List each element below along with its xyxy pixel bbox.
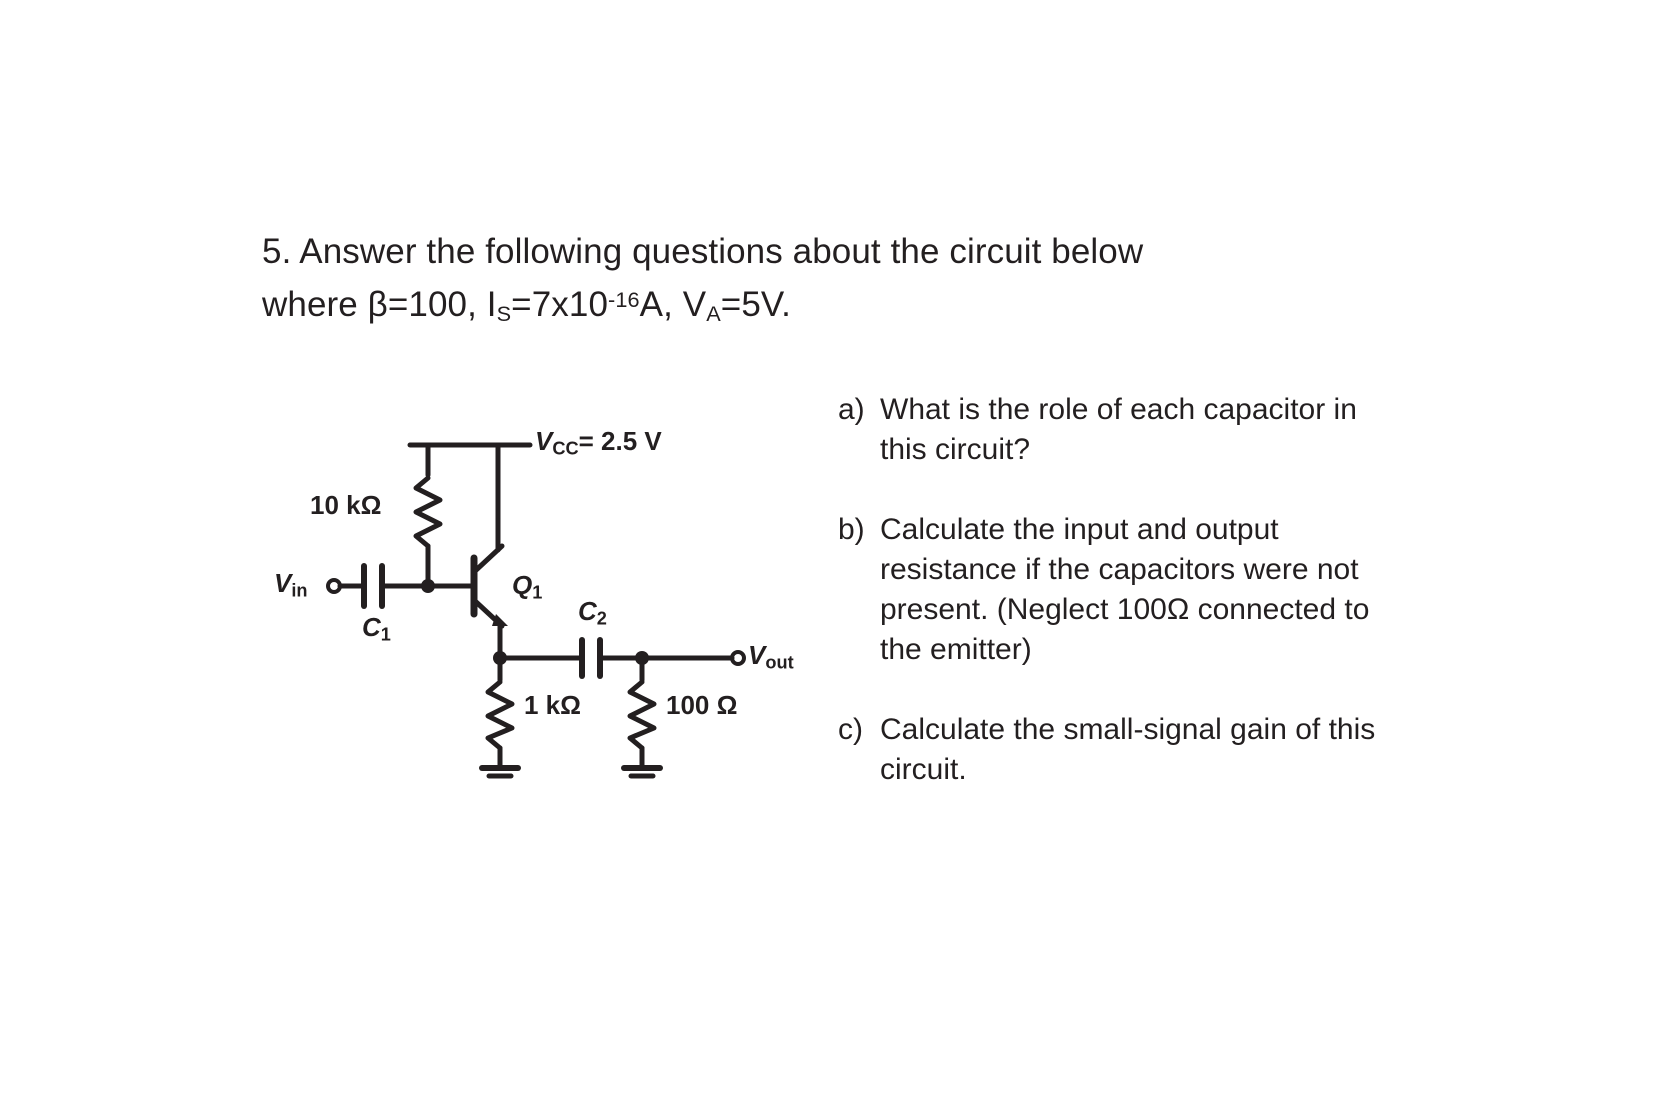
question-line-2-mid2: A, V <box>639 285 707 325</box>
cap2-label: $C_2$ <box>578 596 607 629</box>
part-text-c: Calculate the small-signal gain of this circuit. <box>880 713 1376 786</box>
cap1-label: $C_1$ <box>362 612 391 645</box>
part-text-b: Calculate the input and output resistance if the capacitors were not present. (Neglect 100Ω connected to the emitter) <box>880 513 1370 666</box>
input-label: $V_{in}$ <box>274 568 308 601</box>
part-marker-b: b) <box>838 513 865 546</box>
emitter-resistor-label: 1 kΩ <box>524 690 581 720</box>
load-resistor-symbol <box>630 682 654 748</box>
collector-resistor-label: 10 kΩ <box>310 490 382 520</box>
question-va-subscript: A <box>706 300 721 326</box>
question-number: 5. <box>262 232 292 271</box>
supply-label: $V_{CC}= 2.5$ V <box>535 426 662 459</box>
load-resistor-label: 100 Ω <box>666 690 738 720</box>
output-label: $V_{out}$ <box>748 640 794 673</box>
part-text-a: What is the role of each capacitor in this circuit? <box>880 393 1357 466</box>
transistor-label: $Q_1$ <box>512 570 543 603</box>
question-parts-list <box>838 390 1398 830</box>
question-exponent: -16 <box>608 287 640 312</box>
output-terminal-node <box>732 652 744 664</box>
emitter-resistor-symbol <box>488 682 512 748</box>
question-line-2-pre: where β=100, I <box>262 285 497 325</box>
list-item <box>838 390 1398 470</box>
part-marker-a: a) <box>838 393 865 426</box>
circuit-schematic <box>250 400 850 780</box>
question-line-2-end: =5V. <box>720 285 791 325</box>
part-marker-c: c) <box>838 713 863 746</box>
question-is-subscript: S <box>496 300 512 326</box>
question-line-2-mid: =7x10 <box>511 285 609 325</box>
page-title <box>262 228 1382 338</box>
base-junction-dot <box>421 579 435 593</box>
list-item <box>838 710 1398 790</box>
list-item <box>838 510 1398 670</box>
question-line-1: Answer the following questions about the circuit below <box>299 232 1144 271</box>
collector-resistor-symbol <box>416 478 440 546</box>
